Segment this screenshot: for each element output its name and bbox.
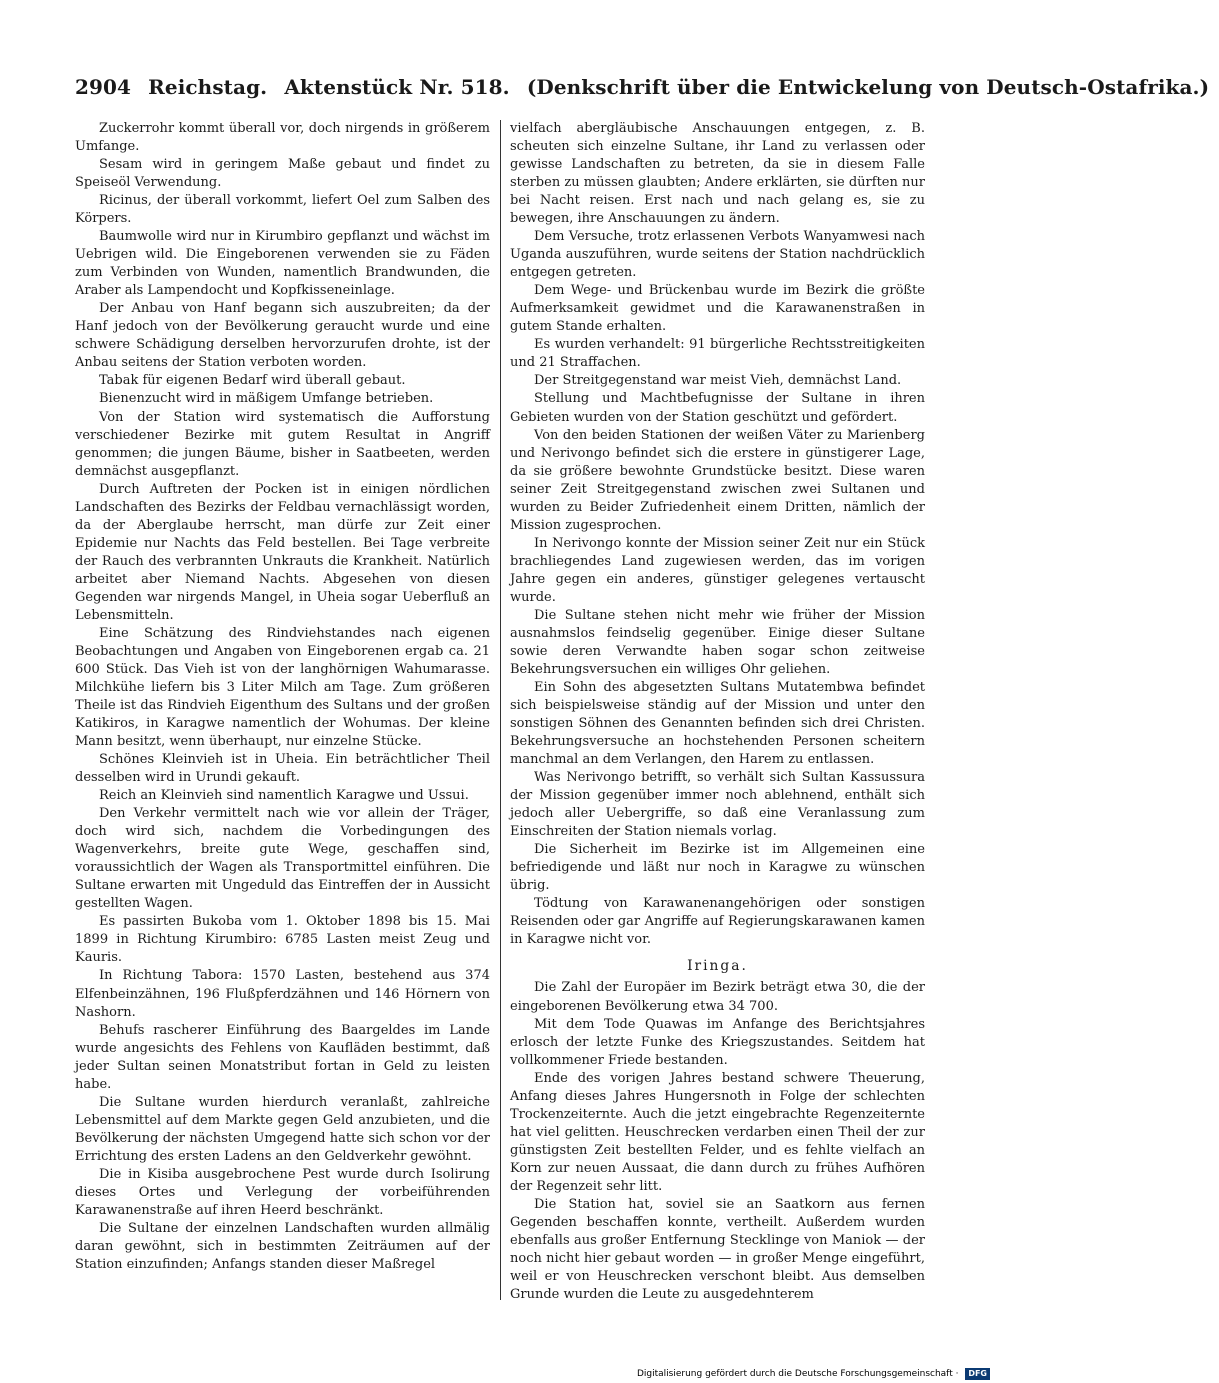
paragraph: Zuckerrohr kommt überall vor, doch nirgends in größerem Umfange. <box>75 121 490 155</box>
paragraph: Mit dem Tode Quawas im Anfange des Berichtsjahres erlosch der letzte Funke des Kriegszustandes. Seitdem hat vollkommener Friede bestanden. <box>510 1016 925 1068</box>
right-column <box>510 120 925 1304</box>
dfg-logo: DFG <box>965 1368 990 1380</box>
paragraph: Sesam wird in geringem Maße gebaut und findet zu Speiseöl Verwendung. <box>75 157 490 191</box>
paragraph: Es passirten Bukoba vom 1. Oktober 1898 bis 15. Mai 1899 in Richtung Kirumbiro: 6785 Lasten meist Zeug und Kauris. <box>75 914 490 966</box>
paragraph: Die Sultane der einzelnen Landschaften wurden allmälig daran gewöhnt, sich in bestimmten Zeiträumen auf der Station einzufinden; Anfangs standen dieser Maßregel <box>75 1220 490 1272</box>
paragraph: Stellung und Machtbefugnisse der Sultane in ihren Gebieten wurden von der Station geschützt und gefördert. <box>510 391 925 425</box>
paragraph: Schönes Kleinvieh ist in Uheia. Ein beträchtlicher Theil desselben wird in Urundi gekauft. <box>75 752 490 786</box>
left-column <box>75 120 490 1274</box>
paragraph: Tabak für eigenen Bedarf wird überall gebaut. <box>99 373 406 389</box>
paragraph: Bienenzucht wird in mäßigem Umfange betrieben. <box>99 391 434 407</box>
paragraph: Reich an Kleinvieh sind namentlich Karagwe und Ussui. <box>99 788 469 804</box>
paragraph: Dem Wege- und Brückenbau wurde im Bezirk die größte Aufmerksamkeit gewidmet und die Karawanenstraßen in gutem Stande erhalten. <box>510 283 925 335</box>
paragraph: Behufs rascherer Einführung des Baargeldes im Lande wurde angesichts des Fehlens von Kaufläden bestimmt, daß jeder Sultan seinen Monatstribut fortan in Geld zu leisten habe. <box>75 1022 490 1092</box>
paragraph: Von den beiden Stationen der weißen Väter zu Marienberg und Nerivongo befindet sich die erstere in günstigerer Lage, da sie größere bewohnte Grundstücke besitzt. Diese waren seiner Zeit Streitgegenstand zwischen zwei Sultanen und wurden zu Beider Zufriedenheit einem Dritten, nämlich der Mission zugesprochen. <box>510 427 925 533</box>
paragraph: In Nerivongo konnte der Mission seiner Zeit nur ein Stück brachliegendes Land zugewiesen werden, das im vorigen Jahre gegen ein anderes, günstiger gelegenes vertauscht wurde. <box>510 535 925 605</box>
footer-text: Digitalisierung gefördert durch die Deutsche Forschungsgemeinschaft · <box>636 1369 959 1379</box>
paragraph: Was Nerivongo betrifft, so verhält sich Sultan Kassussura der Mission gegenüber immer noch ablehnend, enthält sich jedoch aller Uebergriffe, so daß eine Veranlassung zum Einschreiten der Station niemals vorlag. <box>510 770 925 840</box>
paragraph: Dem Versuche, trotz erlassenen Verbots Wanyamwesi nach Uganda auszuführen, wurde seitens der Station nachdrücklich entgegen getreten. <box>510 229 925 281</box>
paragraph: Eine Schätzung des Rindviehstandes nach eigenen Beobachtungen und Angaben von Eingeborenen ergab ca. 21 600 Stück. Das Vieh ist von der langhörnigen Wahumarasse. Milchkühe liefern bis 3 Liter Milch am Tage. Zum größeren Theile ist das Rindvieh Eigenthum des Sultans und der großen Katikiros, in Karagwe namentlich der Wohumas. Der kleine Mann besitzt, wenn überhaupt, nur einzelne Stücke. <box>75 625 490 750</box>
page-header <box>75 75 1210 105</box>
paragraph: Ein Sohn des abgesetzten Sultans Mutatembwa befindet sich beispielsweise ständig auf der Mission und unter den sonstigen Söhnen des Genannten befinden sich drei Christen. Bekehrungsversuche an hochstehenden Personen scheitern manchmal an dem Verlangen, den Harem zu entlassen. <box>510 679 925 768</box>
paragraph: Durch Auftreten der Pocken ist in einigen nördlichen Landschaften des Bezirks der Feldbau vernachlässigt worden, da der Aberglaube herrscht, man dürfe zur Zeit einer Epidemie nur Nachts das Feld bestellen. Bei Tage verbreite der Rauch des verbrannten Unkrauts die Krankheit. Natürlich arbeitet aber Niemand Nachts. Abgesehen von diesen Gegenden war nirgends Mangel, in Uheia sogar Ueberfluß an Lebensmitteln. <box>75 481 490 623</box>
paragraph: Die Zahl der Europäer im Bezirk beträgt etwa 30, die der eingeborenen Bevölkerung etwa 34 700. <box>510 980 925 1014</box>
section-heading: Iringa. <box>687 958 748 975</box>
paragraph: Von der Station wird systematisch die Aufforstung verschiedener Bezirke mit gutem Resultat in Angriff genommen; die jungen Bäume, bisher in Saatbeeten, werden demnächst ausgepflanzt. <box>75 409 490 479</box>
header-aktenstueck: Aktenstück Nr. 518. <box>284 75 510 99</box>
header-denkschrift: (Denkschrift über die Entwickelung von Deutsch-Ostafrika.) <box>526 75 1210 99</box>
paragraph: Die Station hat, soviel sie an Saatkorn aus fernen Gegenden beschaffen konnte, vertheilt. Außerdem wurden ebenfalls aus großer Entfernung Stecklinge von Maniok — der noch nicht hier gebaut worden — in großer Menge eingeführt, weil er von Heuschrecken verschont bleibt. Aus demselben Grunde wurden die Leute zu ausgedehnterem <box>510 1196 925 1302</box>
paragraph: Ricinus, der überall vorkommt, liefert Oel zum Salben des Körpers. <box>75 193 490 227</box>
paragraph: Baumwolle wird nur in Kirumbiro gepflanzt und wächst im Uebrigen wild. Die Eingeborenen verwenden sie zu Fäden zum Verbinden von Wunden, namentlich Brandwunden, die Araber als Lampendocht und Kopfkisseneinlage. <box>75 229 490 299</box>
paragraph: Ende des vorigen Jahres bestand schwere Theuerung, Anfang dieses Jahres Hungersnoth in Folge der schlechten Trockenzeiternte. Auch die jetzt eingebrachte Regenzeiternte hat viel gelitten. Heuschrecken verdarben einen Theil der zur günstigsten Zeit bestellten Felder, und es fehlte vielfach an Korn zur neuen Aussaat, die dann durch zu frühes Aufhören der Regenzeit sehr litt. <box>510 1070 925 1194</box>
column-divider <box>500 120 501 1300</box>
paragraph: In Richtung Tabora: 1570 Lasten, bestehend aus 374 Elfenbeinzähnen, 196 Flußpferdzähnen und 146 Hörnern von Nashorn. <box>75 968 490 1020</box>
page-number: 2904 <box>75 75 132 99</box>
paragraph: Die Sicherheit im Bezirke ist im Allgemeinen eine befriedigende und läßt nur noch in Karagwe zu wünschen übrig. <box>510 842 925 894</box>
header-reichstag: Reichstag. <box>148 75 268 99</box>
paragraph: vielfach abergläubische Anschauungen entgegen, z. B. scheuten sich einzelne Sultane, ihr Land zu verlassen oder gewisse Landschaften zu betreten, da sie in diesem Falle sterben zu müssen glaubten; Andere erklärten, sie dürften nur bei Nacht reisen. Erst nach und nach gelang es, sie zu bewegen, ihre Anschauungen zu ändern. <box>510 121 925 227</box>
paragraph: Tödtung von Karawanenangehörigen oder sonstigen Reisenden oder gar Angriffe auf Regierungskarawanen kamen in Karagwe nicht vor. <box>510 896 925 948</box>
paragraph: Der Anbau von Hanf begann sich auszubreiten; da der Hanf jedoch von der Bevölkerung geraucht wurde und eine schwere Schädigung derselben hervorzurufen drohte, ist der Anbau seitens der Station verboten worden. <box>75 301 490 371</box>
paragraph: Die Sultane stehen nicht mehr wie früher der Mission ausnahmslos feindselig gegenüber. Einige dieser Sultane sowie deren Verwandte haben sogar schon zeitweise Bekehrungsversuchen ein williges Ohr geliehen. <box>510 607 925 677</box>
footer-credit <box>620 1368 990 1382</box>
paragraph: Der Streitgegenstand war meist Vieh, demnächst Land. <box>534 373 902 389</box>
paragraph: Den Verkehr vermittelt nach wie vor allein der Träger, doch wird sich, nachdem die Vorbedingungen des Wagenverkehrs, breite gute Wege, geschaffen sind, voraussichtlich der Wagen als Transportmittel einführen. Die Sultane erwarten mit Ungeduld das Eintreffen der in Aussicht gestellten Wagen. <box>75 806 490 912</box>
paragraph: Die Sultane wurden hierdurch veranlaßt, zahlreiche Lebensmittel auf dem Markte gegen Geld anzubieten, und die Bevölkerung der nächsten Umgegend hatte sich schon vor der Errichtung des ersten Ladens an den Geldverkehr gewöhnt. <box>75 1094 490 1164</box>
paragraph: Die in Kisiba ausgebrochene Pest wurde durch Isolirung dieses Ortes und Verlegung der vorbeiführenden Karawanenstraße auf ihren Heerd beschränkt. <box>75 1166 490 1218</box>
paragraph: Es wurden verhandelt: 91 bürgerliche Rechtsstreitigkeiten und 21 Straffachen. <box>510 337 925 371</box>
